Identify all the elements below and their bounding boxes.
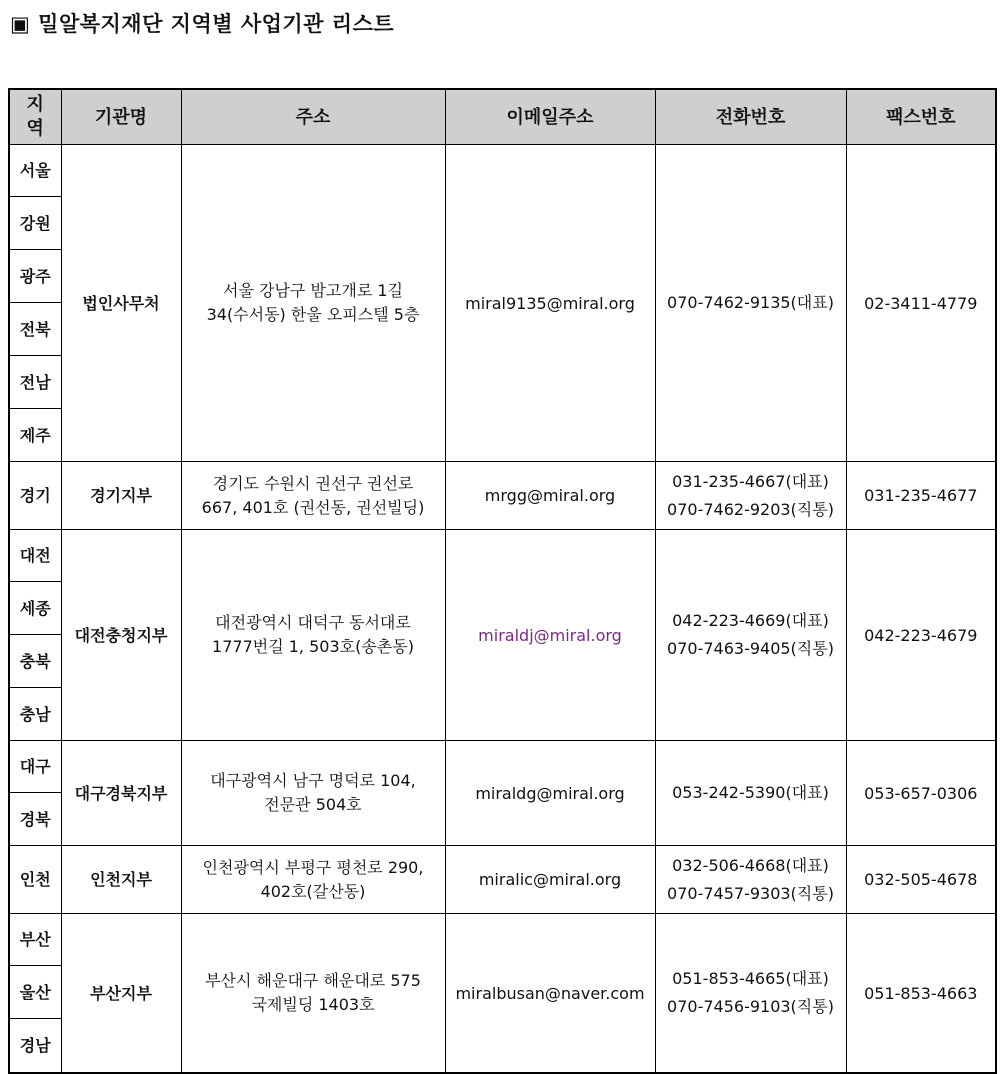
- fax-cell: 053-657-0306: [846, 741, 996, 846]
- email-address: miraldj@miral.org: [478, 625, 622, 645]
- address-line: 1777번길 1, 503호(송촌동): [212, 637, 414, 656]
- region-cell: 경기: [9, 462, 61, 530]
- phone-cell: [655, 846, 846, 914]
- region-cell: 경북: [9, 793, 61, 846]
- address-line: 국제빌딩 1403호: [251, 995, 375, 1014]
- address-line: 부산시 해운대구 해운대로 575: [205, 971, 421, 990]
- region-cell: 충남: [9, 688, 61, 741]
- header-phone: 전화번호: [655, 89, 846, 145]
- org-name-cell: 부산지부: [61, 914, 181, 1074]
- address-line: 경기도 수원시 권선구 권선로: [212, 473, 414, 493]
- phone-cell: [655, 462, 846, 530]
- table-row: [9, 462, 996, 530]
- address-cell: [181, 530, 445, 741]
- fax-cell: 051-853-4663: [846, 914, 996, 1074]
- region-cell: 전남: [9, 356, 61, 409]
- email-cell: [445, 914, 655, 1074]
- org-name-cell: 법인사무처: [61, 145, 181, 462]
- phone-number: 053-242-5390(대표): [672, 783, 829, 802]
- org-name-cell: 경기지부: [61, 462, 181, 530]
- address-cell: [181, 462, 445, 530]
- email-address: miralbusan@naver.com: [455, 983, 645, 1003]
- region-cell: 인천: [9, 846, 61, 914]
- page-title: ▣ 밀알복지재단 지역별 사업기관 리스트: [10, 12, 395, 36]
- phone-number: 032-506-4668(대표): [672, 855, 829, 875]
- phone-number: 070-7456-9103(직통): [667, 997, 834, 1016]
- region-cell: 부산: [9, 914, 61, 966]
- org-name-cell: 대구경북지부: [61, 741, 181, 846]
- org-name-cell: 대전충청지부: [61, 530, 181, 741]
- email-address: miraldg@miral.org: [475, 783, 625, 803]
- email-address: miral9135@miral.org: [465, 293, 635, 313]
- fax-cell: 031-235-4677: [846, 462, 996, 530]
- region-cell: 울산: [9, 966, 61, 1019]
- region-cell: 세종: [9, 582, 61, 635]
- org-name-cell: 인천지부: [61, 846, 181, 914]
- region-cell: 제주: [9, 409, 61, 462]
- region-cell: 대구: [9, 741, 61, 793]
- address-line: 402호(갈산동): [260, 881, 366, 901]
- header-email: 이메일주소: [445, 89, 655, 145]
- phone-number: 070-7457-9303(직통): [667, 883, 834, 903]
- region-cell: 광주: [9, 250, 61, 303]
- address-line: 667, 401호 (권선동, 권선빌딩): [201, 497, 425, 517]
- fax-cell: 042-223-4679: [846, 530, 996, 741]
- table-row: [9, 846, 996, 914]
- region-cell: 충북: [9, 635, 61, 688]
- table-row: [9, 530, 996, 582]
- email-cell: [445, 145, 655, 462]
- header-address: 주소: [181, 89, 445, 145]
- phone-number: 031-235-4667(대표): [672, 471, 829, 491]
- phone-number: 070-7462-9203(직통): [667, 499, 834, 519]
- email-cell: [445, 741, 655, 846]
- fax-cell: 032-505-4678: [846, 846, 996, 914]
- address-line: 인천광역시 부평구 평천로 290,: [202, 857, 424, 877]
- header-region-line2: 역: [26, 118, 44, 139]
- header-org: 기관명: [61, 89, 181, 145]
- address-line: 전문관 504호: [264, 795, 362, 814]
- email-cell: [445, 846, 655, 914]
- address-line: 대전광역시 대덕구 동서대로: [215, 613, 411, 632]
- region-cell: 서울: [9, 145, 61, 197]
- address-cell: [181, 145, 445, 462]
- address-line: 대구광역시 남구 명덕로 104,: [210, 771, 416, 790]
- fax-cell: 02-3411-4779: [846, 145, 996, 462]
- region-cell: 전북: [9, 303, 61, 356]
- email-address: mrgg@miral.org: [484, 486, 616, 505]
- table-header-row: [9, 89, 996, 145]
- address-cell: [181, 741, 445, 846]
- header-region: [9, 89, 61, 145]
- email-address: miralic@miral.org: [478, 870, 622, 889]
- phone-number: 070-7463-9405(직통): [667, 639, 834, 658]
- region-cell: 대전: [9, 530, 61, 582]
- phone-cell: [655, 145, 846, 462]
- email-cell: [445, 530, 655, 741]
- header-fax: 팩스번호: [846, 89, 996, 145]
- header-region-line1: 지: [26, 94, 44, 115]
- address-cell: [181, 846, 445, 914]
- table-row: [9, 741, 996, 793]
- region-cell: 강원: [9, 197, 61, 250]
- address-line: 34(수서동) 한울 오피스텔 5층: [206, 305, 420, 324]
- phone-cell: [655, 530, 846, 741]
- email-cell: [445, 462, 655, 530]
- phone-number: 051-853-4665(대표): [672, 969, 829, 988]
- phone-cell: [655, 741, 846, 846]
- address-line: 서울 강남구 밤고개로 1길: [223, 281, 403, 300]
- region-cell: 경남: [9, 1019, 61, 1074]
- phone-number: 042-223-4669(대표): [672, 611, 829, 630]
- phone-cell: [655, 914, 846, 1074]
- table-row: [9, 914, 996, 966]
- table-body: [9, 145, 996, 1074]
- region-table: [8, 88, 997, 1074]
- address-cell: [181, 914, 445, 1074]
- table-row: [9, 145, 996, 197]
- phone-number: 070-7462-9135(대표): [667, 293, 834, 312]
